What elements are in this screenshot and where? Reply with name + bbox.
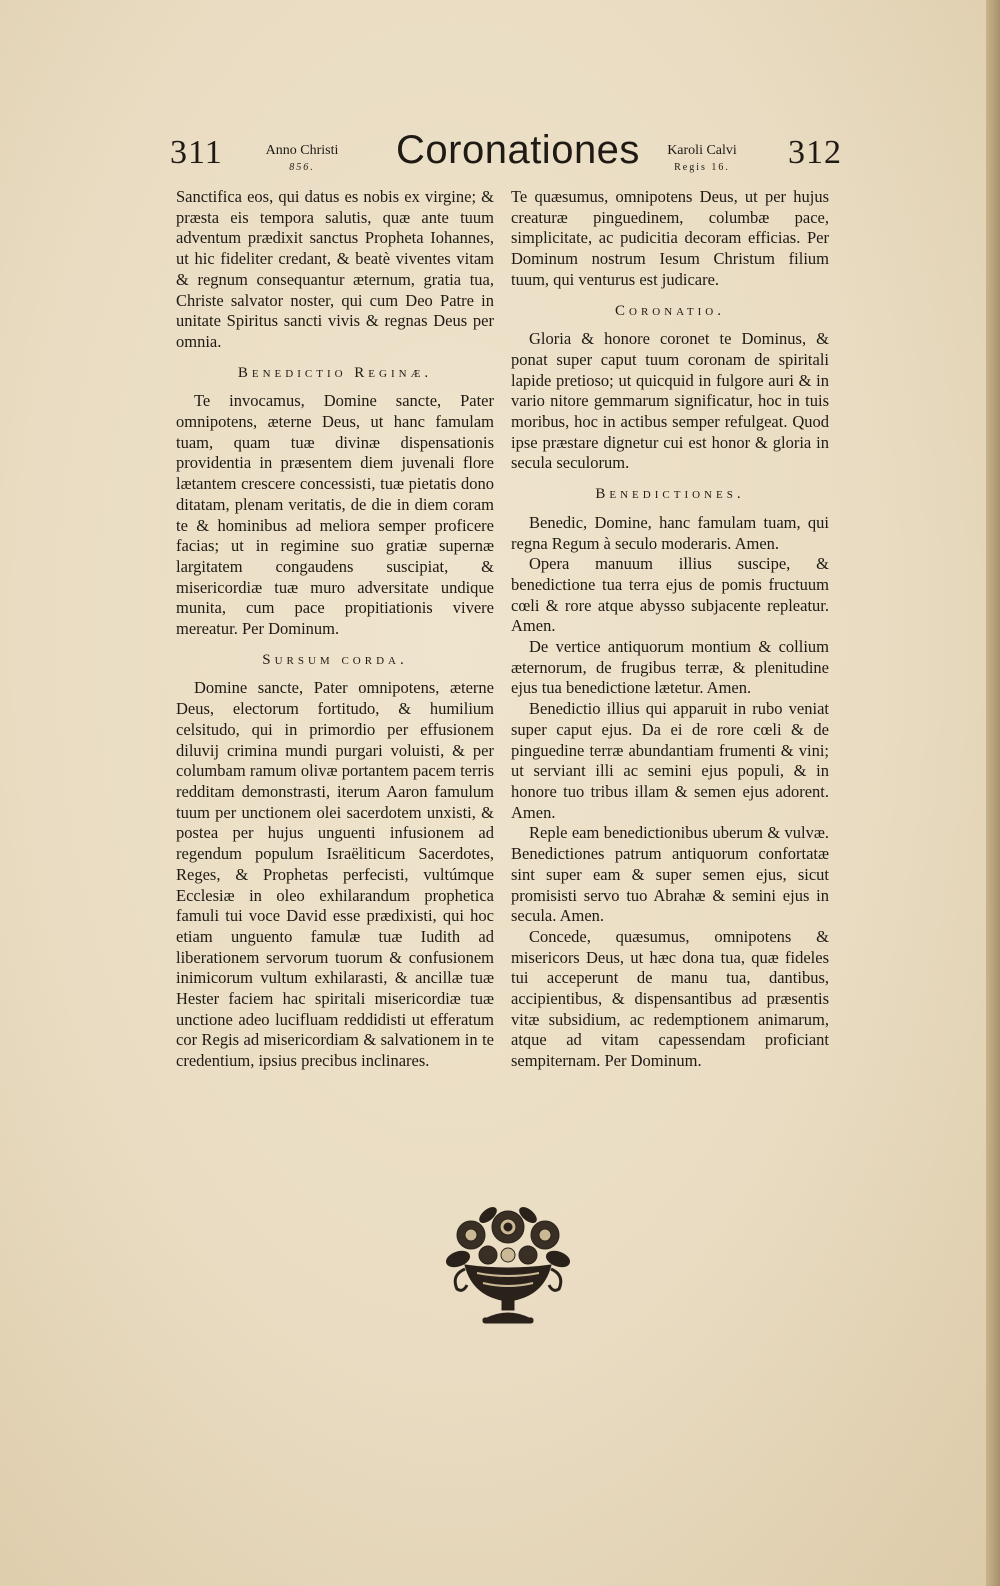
- paragraph: Te invocamus, Domine sancte, Pater omnipotens, æterne Deus, ut hanc famulam tuam, quam tuæ divinæ dispensationis providentia in præsentem diem juvenali flore lætantem crescere concessisti, tuæ pietatis dono ditatam, plenam veritatis, de die in diem coram te & hominibus ad meliora semper proficere facias; ut in regimine suo gratiæ supernæ largitatem congaudens suscipiat, & misericordiæ tuæ muro adversitate undique munita, cum pace propitiationis vivere mereatur. Per Dominum.: [176, 391, 494, 639]
- page-number-left: 311: [170, 134, 223, 171]
- paragraph: Gloria & honore coronet te Dominus, & ponat super caput tuum coronam de spiritali lapide pretioso; ut quicquid in fulgore auri & in vario nitore gemmarum significatur, hoc in tuis moribus, hoc in actibus semper refulgeat. Quod ipse præstare dignetur cui est honor & gloria in secula seculorum.: [511, 329, 829, 473]
- page-title: Coronationes: [396, 128, 640, 172]
- paragraph: Te quæsumus, omnipotens Deus, ut per hujus creaturæ pinguedinem, columbæ pace, simplicitate, ac pudicitia decoram efficias. Per Dominum nostrum Iesum Christum filium tuum, qui venturus est judicare.: [511, 187, 829, 289]
- running-head-left-year: 856.: [289, 162, 315, 173]
- running-head-left: [242, 142, 362, 176]
- paragraph: Concede, quæsumus, omnipotens & misericors Deus, ut hæc dona tua, quæ fideles tui acceperunt de manu tua, dantibus, accipientibus, & dispensantibus ad præsentis vitæ subsidium, ac redemptionem animarum, atque ad vitam capessendam proficiant sempiternam. Per Dominum.: [511, 926, 829, 1071]
- page-edge: [986, 0, 1000, 1586]
- section-heading: Sursum corda.: [262, 651, 408, 668]
- running-head-right-text: Karoli Calvi: [667, 143, 737, 158]
- page-number-right: 312: [788, 134, 842, 171]
- running-head-right: [636, 142, 768, 176]
- paragraph: Benedictio illius qui apparuit in rubo veniat super caput ejus. Da ei de rore cœli & de pinguedine terræ abundantiam frumenti & vini; ut serviant illi ac semini ejus populi, & in honore tuo tribus illam & semen ejus adorent. Amen.: [511, 699, 829, 822]
- paragraph: Benedic, Domine, hanc famulam tuam, qui regna Regum à seculo moderaris. Amen.: [511, 512, 829, 553]
- vase-of-flowers-ornament: [443, 1197, 573, 1327]
- right-column: [511, 187, 829, 1072]
- running-head-right-sub: Regis 16.: [674, 162, 730, 173]
- left-column: [176, 187, 494, 1072]
- paragraph: De vertice antiquorum montium & collium æternorum, de frugibus terræ, & plenitudine ejus tua benedictione lætetur. Amen.: [511, 637, 829, 698]
- page-header: [170, 128, 842, 178]
- paragraph: Sanctifica eos, qui datus es nobis ex virgine; & præsta eis tempora salutis, quæ ante tuum adventum prædixit sanctus Propheta Iohannes, ut hic fideliter credant, & beatè viventes vitam & regnum consequantur æternum, gratia tua, Christe salvator noster, qui cum Deo Patre in unitate Spiritus sancti vivis & regnas Deus per omnia.: [176, 187, 494, 351]
- section-heading: Benedictiones.: [595, 486, 745, 503]
- paragraph: Reple eam benedictionibus uberum & vulvæ. Benedictiones patrum antiquorum confortatæ sint super eam & super semen ejus, sicut promisisti servo tuo Abrahæ & semini ejus in secula. Amen.: [511, 823, 829, 926]
- paragraph: Domine sancte, Pater omnipotens, æterne Deus, electorum fortitudo, & humilium celsitudo, qui in primordio per effusionem diluvij crimina mundi purgari voluisti, & per columbam ramum olivæ portantem pacem terris redditam demonstrasti, iterum Aaron famulum tuum per unctionem olei sacerdotem unxisti, & postea per hujus unguenti infusionem ad regendum populum Israëliticum Sacerdotes, Reges, & Prophetas perfecisti, vultúmque Ecclesiæ in oleo exhilarandum prophetica famuli tui voce David esse prædixisti, qui hoc etiam unguento famulæ tuæ Iudith ad liberationem servorum tuorum & confusionem inimicorum vultum exhilarasti, & ancillæ tuæ Hester faciem hac spiritali misericordiæ tuæ unctione adeo lucifluam reddidisti ut efferatum cor Regis ad misericordiam & salvationem in te credentium, ipsius precibus inclinares.: [176, 678, 494, 1071]
- section-heading: Coronatio.: [615, 302, 725, 319]
- paragraph: Opera manuum illius suscipe, & benedictione tua terra ejus de pomis fructuum cœli & rore atque abysso subjacente repleatur. Amen.: [511, 554, 829, 636]
- section-heading: Benedictio Reginæ.: [237, 364, 433, 381]
- running-head-left-text: Anno Christi: [265, 143, 339, 158]
